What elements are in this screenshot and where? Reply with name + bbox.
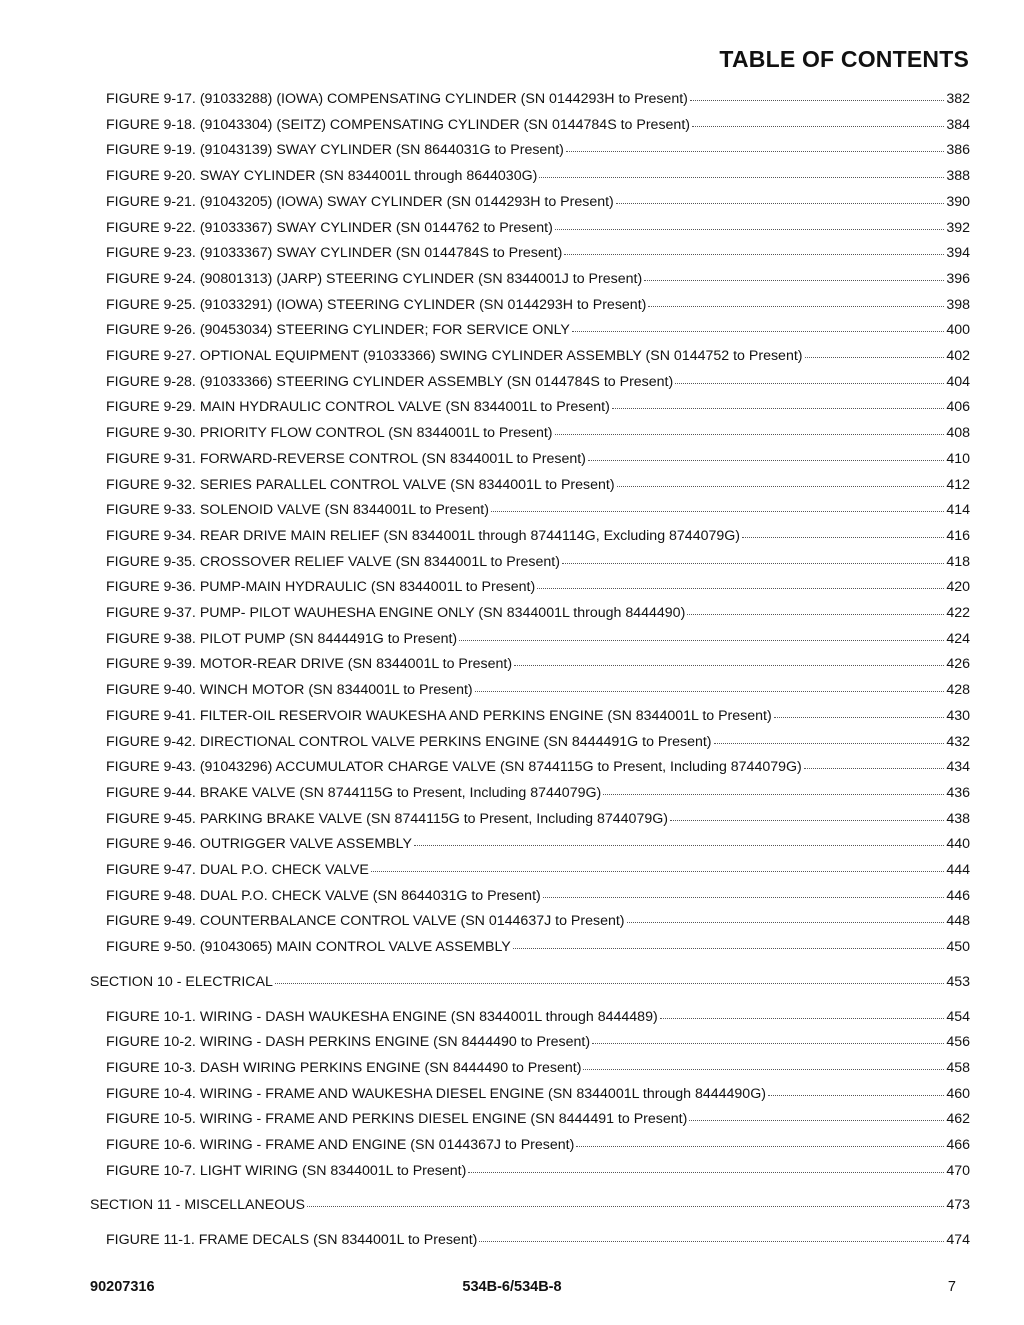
- toc-entry-page: 402: [946, 348, 970, 364]
- toc-figure-entry[interactable]: [106, 1134, 970, 1154]
- toc-entry-page: 438: [946, 810, 970, 827]
- toc-figure-entry[interactable]: [106, 474, 970, 494]
- toc-entry-title: FIGURE 9-47. DUAL P.O. CHECK VALVE: [106, 862, 369, 878]
- toc-figure-entry[interactable]: [106, 345, 970, 365]
- toc-section-entry[interactable]: [90, 1194, 970, 1214]
- toc-entry-page: 466: [946, 1137, 970, 1153]
- toc-figure-entry[interactable]: [106, 628, 970, 648]
- toc-figure-entry[interactable]: [106, 88, 970, 108]
- toc-figure-entry[interactable]: [106, 705, 970, 725]
- toc-entry-title: FIGURE 9-50. (91043065) MAIN CONTROL VALVE ASSEMBLY: [106, 939, 511, 956]
- toc-entry-title: FIGURE 9-35. CROSSOVER RELIEF VALVE (SN 8344001L to Present): [106, 553, 560, 570]
- toc-figure-entry[interactable]: [106, 859, 970, 879]
- dot-leader: [491, 497, 944, 512]
- toc-entry-title: FIGURE 9-32. SERIES PARALLEL CONTROL VALVE (SN 8344001L to Present): [106, 476, 615, 493]
- toc-entry-page: 454: [946, 1008, 970, 1025]
- toc-entry-title: FIGURE 10-3. DASH WIRING PERKINS ENGINE (SN 8444490 to Present): [106, 1059, 582, 1076]
- dot-leader: [774, 703, 945, 718]
- footer-page-number: 7: [947, 1279, 956, 1295]
- toc-entry-title: FIGURE 9-42. DIRECTIONAL CONTROL VALVE PERKINS ENGINE (SN 8444491G to Present): [106, 733, 712, 750]
- toc-figure-entry[interactable]: [106, 910, 970, 930]
- toc-entry-page: 410: [946, 450, 970, 467]
- footer-model: 534B-6/534B-8: [462, 1279, 562, 1295]
- dot-leader: [805, 343, 945, 358]
- dot-leader: [648, 292, 944, 307]
- dot-leader: [275, 969, 944, 984]
- toc-figure-entry[interactable]: [106, 1031, 970, 1051]
- toc-figure-entry[interactable]: [106, 448, 970, 468]
- toc-figure-entry[interactable]: [106, 679, 970, 699]
- toc-entry-page: 446: [946, 887, 970, 904]
- footer-doc-number: 90207316: [90, 1279, 155, 1295]
- toc-entry-title: FIGURE 9-22. (91033367) SWAY CYLINDER (SN 0144762 to Present): [106, 219, 553, 236]
- toc-entry-title: FIGURE 9-37. PUMP- PILOT WAUHESHA ENGINE ONLY (SN 8344001L through 8444490): [106, 605, 686, 621]
- toc-entry-title: FIGURE 10-5. WIRING - FRAME AND PERKINS DIESEL ENGINE (SN 8444491 to Present): [106, 1111, 688, 1128]
- toc-figure-entry[interactable]: [106, 525, 970, 545]
- toc-entry-page: 388: [946, 168, 970, 185]
- dot-leader: [566, 137, 944, 152]
- dot-leader: [660, 1004, 945, 1019]
- dot-leader: [675, 369, 944, 384]
- dot-leader: [692, 112, 944, 127]
- toc-entry-page: 428: [946, 682, 970, 699]
- toc-entry-page: 386: [946, 142, 970, 159]
- toc-figure-entry[interactable]: [106, 1006, 970, 1026]
- toc-entry-page: 440: [946, 836, 970, 853]
- dot-leader: [514, 651, 944, 666]
- toc-entry-page: 400: [946, 322, 970, 339]
- dot-leader: [687, 600, 944, 615]
- dot-leader: [564, 240, 944, 255]
- toc-entry-page: 450: [946, 939, 970, 956]
- dot-leader: [583, 1055, 944, 1070]
- toc-figure-entry[interactable]: [106, 653, 970, 673]
- dot-leader: [592, 1029, 944, 1044]
- toc-section-entry[interactable]: [90, 971, 970, 991]
- toc-entry-title: FIGURE 10-6. WIRING - FRAME AND ENGINE (SN 0144367J to Present): [106, 1137, 575, 1153]
- toc-entry-title: FIGURE 9-24. (90801313) (JARP) STEERING CYLINDER (SN 8344001J to Present): [106, 270, 643, 287]
- dot-leader: [459, 626, 944, 641]
- toc-entry-page: 462: [946, 1111, 970, 1128]
- toc-entry-page: 392: [946, 219, 970, 236]
- toc-entry-title: FIGURE 9-27. OPTIONAL EQUIPMENT (91033366) SWING CYLINDER ASSEMBLY (SN 0144752 to Present): [106, 348, 803, 364]
- toc-entry-page: 398: [946, 296, 970, 313]
- toc-entry-page: 453: [946, 973, 970, 990]
- toc-figure-entry[interactable]: [106, 808, 970, 828]
- toc-entry-title: SECTION 11 - MISCELLANEOUS: [90, 1197, 305, 1214]
- toc-figure-entry[interactable]: [106, 602, 970, 622]
- toc-entry-page: 436: [946, 784, 970, 801]
- toc-entry-title: FIGURE 10-2. WIRING - DASH PERKINS ENGINE (SN 8444490 to Present): [106, 1034, 591, 1051]
- toc-entry-page: 420: [946, 579, 970, 596]
- toc-entry-title: FIGURE 9-49. COUNTERBALANCE CONTROL VALVE (SN 0144637J to Present): [106, 913, 625, 930]
- toc-figure-entry[interactable]: [106, 1160, 970, 1180]
- toc-entry-page: 432: [946, 733, 970, 750]
- dot-leader: [742, 523, 944, 538]
- dot-leader: [612, 394, 945, 409]
- toc-figure-entry[interactable]: [106, 268, 970, 288]
- toc-figure-entry[interactable]: [106, 319, 970, 339]
- toc-figure-entry[interactable]: [106, 1108, 970, 1128]
- toc-figure-entry[interactable]: [106, 1057, 970, 1077]
- toc-figure-entry[interactable]: [106, 782, 970, 802]
- toc-entry-page: 418: [946, 553, 970, 570]
- toc-figure-entry[interactable]: [106, 242, 970, 262]
- toc-entry-title: FIGURE 10-7. LIGHT WIRING (SN 8344001L to Present): [106, 1162, 467, 1179]
- dot-leader: [768, 1081, 944, 1096]
- toc-entry-title: SECTION 10 - ELECTRICAL: [90, 973, 273, 990]
- toc-entry-page: 473: [946, 1197, 970, 1214]
- toc-figure-entry[interactable]: [106, 1083, 970, 1103]
- toc-figure-entry[interactable]: [106, 1229, 970, 1249]
- toc-entry-page: 456: [946, 1034, 970, 1051]
- toc-entry-title: FIGURE 9-29. MAIN HYDRAULIC CONTROL VALVE (SN 8344001L to Present): [106, 399, 610, 416]
- toc-entry-title: FIGURE 9-19. (91043139) SWAY CYLINDER (SN 8644031G to Present): [106, 142, 564, 159]
- toc-entry-title: FIGURE 9-36. PUMP-MAIN HYDRAULIC (SN 8344001L to Present): [106, 579, 536, 596]
- toc-entry-page: 448: [946, 913, 970, 930]
- dot-leader: [371, 857, 945, 872]
- dot-leader: [644, 266, 944, 281]
- toc-entry-page: 384: [946, 116, 970, 133]
- dot-leader: [539, 163, 944, 178]
- toc-entry-title: FIGURE 9-44. BRAKE VALVE (SN 8744115G to Present, Including 8744079G): [106, 784, 602, 801]
- toc-entry-title: FIGURE 9-21. (91043205) (IOWA) SWAY CYLINDER (SN 0144293H to Present): [106, 193, 614, 210]
- dot-leader: [562, 549, 944, 564]
- toc-entry-page: 434: [946, 759, 970, 776]
- dot-leader: [670, 806, 944, 821]
- dot-leader: [468, 1158, 944, 1173]
- toc-entry-page: 430: [946, 707, 970, 724]
- toc-entry-page: 424: [946, 630, 970, 647]
- dot-leader: [714, 729, 945, 744]
- dot-leader: [617, 472, 945, 487]
- toc-entry-title: FIGURE 9-31. FORWARD-REVERSE CONTROL (SN 8344001L to Present): [106, 450, 586, 467]
- toc-figure-entry[interactable]: [106, 114, 970, 134]
- toc-entry-page: 406: [946, 399, 970, 416]
- toc-entry-page: 412: [946, 476, 970, 493]
- toc-entry-page: 458: [946, 1059, 970, 1076]
- toc-entry-title: FIGURE 10-1. WIRING - DASH WAUKESHA ENGINE (SN 8344001L through 8444489): [106, 1008, 658, 1025]
- dot-leader: [307, 1192, 944, 1207]
- toc-entry-title: FIGURE 11-1. FRAME DECALS (SN 8344001L to Present): [106, 1232, 478, 1249]
- toc-entry-page: 474: [946, 1232, 970, 1249]
- dot-leader: [537, 574, 944, 589]
- toc-entry-title: FIGURE 10-4. WIRING - FRAME AND WAUKESHA DIESEL ENGINE (SN 8344001L through 8444490G): [106, 1085, 766, 1102]
- toc-entry-title: FIGURE 9-20. SWAY CYLINDER (SN 8344001L through 8644030G): [106, 168, 538, 185]
- toc-entry-title: FIGURE 9-25. (91033291) (IOWA) STEERING CYLINDER (SN 0144293H to Present): [106, 296, 647, 313]
- toc-entry-title: FIGURE 9-40. WINCH MOTOR (SN 8344001L to Present): [106, 682, 473, 699]
- dot-leader: [588, 446, 944, 461]
- toc-entry-page: 404: [946, 373, 970, 390]
- toc-entry-title: FIGURE 9-28. (91033366) STEERING CYLINDER ASSEMBLY (SN 0144784S to Present): [106, 373, 674, 390]
- dot-leader: [475, 677, 945, 692]
- toc-entry-title: FIGURE 9-43. (91043296) ACCUMULATOR CHARGE VALVE (SN 8744115G to Present, Including 8744079G): [106, 759, 802, 776]
- toc-entry-page: 414: [946, 502, 970, 519]
- dot-leader: [804, 754, 945, 769]
- toc-figure-entry[interactable]: [106, 217, 970, 237]
- toc-entry-title: FIGURE 9-38. PILOT PUMP (SN 8444491G to Present): [106, 630, 458, 647]
- dot-leader: [576, 1132, 944, 1147]
- toc-entry-title: FIGURE 9-34. REAR DRIVE MAIN RELIEF (SN 8344001L through 8744114G, Excluding 8744079G): [106, 527, 741, 544]
- dot-leader: [513, 934, 945, 949]
- page-title: TABLE OF CONTENTS: [719, 46, 969, 72]
- toc-entry-title: FIGURE 9-26. (90453034) STEERING CYLINDER; FOR SERVICE ONLY: [106, 322, 570, 339]
- toc-figure-entry[interactable]: [106, 885, 970, 905]
- toc-figure-entry[interactable]: [106, 422, 970, 442]
- dot-leader: [690, 86, 944, 101]
- toc-entry-title: FIGURE 9-23. (91033367) SWAY CYLINDER (SN 0144784S to Present): [106, 245, 563, 262]
- dot-leader: [616, 189, 945, 204]
- toc-entry-page: 408: [946, 425, 970, 442]
- dot-leader: [627, 908, 945, 923]
- toc-figure-entry[interactable]: [106, 499, 970, 519]
- toc-figure-entry[interactable]: [106, 576, 970, 596]
- toc-figure-entry[interactable]: [106, 191, 970, 211]
- toc-entry-title: FIGURE 9-39. MOTOR-REAR DRIVE (SN 8344001L to Present): [106, 656, 513, 673]
- toc-entry-page: 460: [946, 1085, 970, 1102]
- toc-figure-entry[interactable]: [106, 756, 970, 776]
- toc-entry-title: FIGURE 9-46. OUTRIGGER VALVE ASSEMBLY: [106, 836, 412, 853]
- toc-figure-entry[interactable]: [106, 371, 970, 391]
- toc-entry-title: FIGURE 9-18. (91043304) (SEITZ) COMPENSATING CYLINDER (SN 0144784S to Present): [106, 116, 690, 133]
- dot-leader: [555, 420, 945, 435]
- toc-entry-title: FIGURE 9-45. PARKING BRAKE VALVE (SN 8744115G to Present, Including 8744079G): [106, 810, 668, 827]
- toc-entry-title: FIGURE 9-17. (91033288) (IOWA) COMPENSATING CYLINDER (SN 0144293H to Present): [106, 91, 688, 107]
- toc-entry-page: 394: [946, 245, 970, 262]
- dot-leader: [479, 1227, 944, 1242]
- toc-entry-page: 382: [946, 91, 970, 107]
- toc-figure-entry[interactable]: [106, 833, 970, 853]
- toc-entry-page: 422: [946, 605, 970, 621]
- toc-figure-entry[interactable]: [106, 294, 970, 314]
- dot-leader: [414, 831, 944, 846]
- toc-entry-page: 444: [946, 862, 970, 878]
- toc-entry-title: FIGURE 9-30. PRIORITY FLOW CONTROL (SN 8344001L to Present): [106, 425, 553, 442]
- toc-entry-title: FIGURE 9-33. SOLENOID VALVE (SN 8344001L to Present): [106, 502, 489, 519]
- dot-leader: [555, 215, 944, 230]
- toc-entry-page: 390: [946, 193, 970, 210]
- dot-leader: [543, 883, 945, 898]
- toc-figure-entry[interactable]: [106, 396, 970, 416]
- toc-figure-entry[interactable]: [106, 165, 970, 185]
- toc-entry-title: FIGURE 9-48. DUAL P.O. CHECK VALVE (SN 8644031G to Present): [106, 887, 541, 904]
- toc-entry-page: 426: [946, 656, 970, 673]
- dot-leader: [572, 317, 944, 332]
- toc-figure-entry[interactable]: [106, 139, 970, 159]
- dot-leader: [689, 1106, 944, 1121]
- toc-entry-page: 396: [946, 270, 970, 287]
- toc-figure-entry[interactable]: [106, 551, 970, 571]
- toc-figure-entry[interactable]: [106, 936, 970, 956]
- toc-entry-page: 416: [946, 527, 970, 544]
- dot-leader: [603, 780, 944, 795]
- toc-entry-title: FIGURE 9-41. FILTER-OIL RESERVOIR WAUKESHA AND PERKINS ENGINE (SN 8344001L to Present): [106, 707, 772, 724]
- toc-figure-entry[interactable]: [106, 731, 970, 751]
- toc-entry-page: 470: [946, 1162, 970, 1179]
